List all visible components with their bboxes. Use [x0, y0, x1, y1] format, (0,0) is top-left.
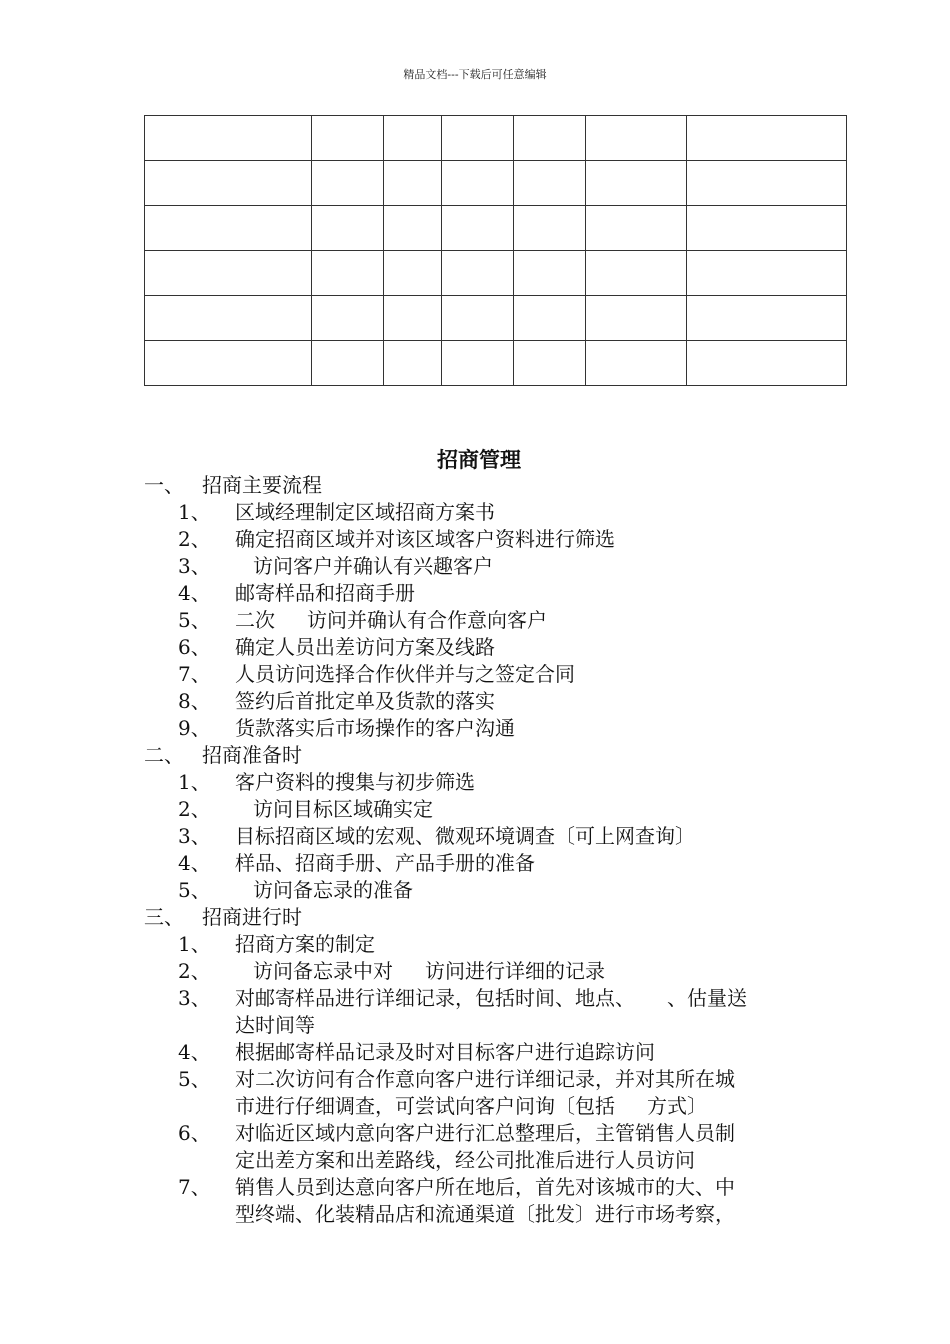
item-number: 5、 — [178, 608, 211, 632]
item-text: 邮寄样品和招商手册 — [235, 581, 415, 605]
table-cell — [442, 206, 514, 251]
item-text: 签约后首批定单及货款的落实 — [235, 689, 495, 713]
table-row — [145, 206, 847, 251]
item-text: 对邮寄样品进行详细记录，包括时间、地点、 — [235, 986, 635, 1010]
item-number: 1、 — [178, 500, 211, 524]
item-text: 根据邮寄样品记录及时对目标客户进行追踪访问 — [235, 1040, 655, 1064]
table-cell — [514, 251, 586, 296]
table-cell — [145, 251, 312, 296]
table-cell — [687, 161, 847, 206]
item-number: 5、 — [178, 878, 211, 902]
table-cell — [145, 116, 312, 161]
table-cell — [312, 251, 384, 296]
table-cell — [384, 296, 442, 341]
empty-table — [144, 115, 847, 386]
item-number: 2、 — [178, 527, 211, 551]
item-text: 区域经理制定区域招商方案书 — [235, 500, 495, 524]
item-number: 7、 — [178, 1175, 211, 1199]
table-cell — [145, 341, 312, 386]
table-cell — [312, 161, 384, 206]
item-text: 销售人员到达意向客户所在地后，首先对该城市的大、中 — [235, 1175, 735, 1199]
item-text: 访问进行详细的记录 — [425, 959, 605, 983]
item-number: 4、 — [178, 1040, 211, 1064]
item-text: 对二次访问有合作意向客户进行详细记录，并对其所在城 — [235, 1067, 735, 1091]
table-cell — [442, 251, 514, 296]
table-row — [145, 341, 847, 386]
item-text: 访问备忘录的准备 — [253, 878, 413, 902]
table-cell — [586, 116, 687, 161]
table-cell — [442, 116, 514, 161]
table-row — [145, 116, 847, 161]
item-text: 二次 — [235, 608, 275, 632]
item-number: 7、 — [178, 662, 211, 686]
table-cell — [514, 341, 586, 386]
section-number: 二、 — [144, 743, 184, 767]
item-text: 访问并确认有合作意向客户 — [307, 608, 547, 632]
table-cell — [442, 296, 514, 341]
item-text: 型终端、化装精品店和流通渠道〔批发〕进行市场考察， — [235, 1202, 735, 1226]
section-heading — [144, 472, 322, 499]
section-label: 招商准备时 — [202, 743, 302, 767]
item-text: 访问目标区域确实定 — [253, 797, 433, 821]
section-label: 招商主要流程 — [202, 473, 322, 497]
item-text: 货款落实后市场操作的客户沟通 — [235, 716, 515, 740]
table-cell — [384, 341, 442, 386]
item-number: 2、 — [178, 797, 211, 821]
table-row — [145, 251, 847, 296]
table-cell — [687, 341, 847, 386]
section-label: 招商进行时 — [202, 905, 302, 929]
item-number: 5、 — [178, 1067, 211, 1091]
table-cell — [514, 161, 586, 206]
item-text: 市进行仔细调查，可尝试向客户问询〔包括 — [235, 1094, 615, 1118]
table-cell — [586, 251, 687, 296]
item-text: 确定招商区域并对该区域客户资料进行筛选 — [235, 527, 615, 551]
table-cell — [687, 116, 847, 161]
section-number: 一、 — [144, 473, 184, 497]
table-cell — [514, 206, 586, 251]
table-cell — [514, 296, 586, 341]
item-text: 确定人员出差访问方案及线路 — [235, 635, 495, 659]
item-number: 8、 — [178, 689, 211, 713]
table-cell — [312, 341, 384, 386]
section-heading — [144, 742, 302, 769]
table-cell — [384, 206, 442, 251]
item-text: 访问备忘录中对 — [253, 959, 393, 983]
item-text: 访问客户并确认有兴趣客户 — [253, 554, 493, 578]
item-number: 3、 — [178, 824, 211, 848]
item-text: 、估量送 — [667, 986, 747, 1010]
table-cell — [312, 206, 384, 251]
table-cell — [687, 251, 847, 296]
table-cell — [687, 206, 847, 251]
table-cell — [586, 341, 687, 386]
item-number: 2、 — [178, 959, 211, 983]
table-cell — [586, 161, 687, 206]
table-cell — [514, 116, 586, 161]
item-number: 1、 — [178, 932, 211, 956]
table-cell — [384, 251, 442, 296]
item-number: 4、 — [178, 581, 211, 605]
item-text: 客户资料的搜集与初步筛选 — [235, 770, 475, 794]
table-cell — [384, 161, 442, 206]
item-number: 4、 — [178, 851, 211, 875]
item-text: 达时间等 — [235, 1013, 315, 1037]
table-cell — [145, 161, 312, 206]
section-heading — [144, 904, 302, 931]
item-text: 样品、招商手册、产品手册的准备 — [235, 851, 535, 875]
item-number: 6、 — [178, 635, 211, 659]
item-number: 9、 — [178, 716, 211, 740]
table-cell — [145, 296, 312, 341]
item-text: 对临近区域内意向客户进行汇总整理后，主管销售人员制 — [235, 1121, 735, 1145]
table-cell — [384, 116, 442, 161]
item-number: 1、 — [178, 770, 211, 794]
item-text: 目标招商区域的宏观、微观环境调查〔可上网查询〕 — [235, 824, 695, 848]
item-text: 方式〕 — [647, 1094, 707, 1118]
table-cell — [586, 206, 687, 251]
table-cell — [442, 341, 514, 386]
table-cell — [145, 206, 312, 251]
item-number: 3、 — [178, 554, 211, 578]
table-cell — [312, 116, 384, 161]
page-header: 精品文档---下载后可任意编辑 — [403, 68, 547, 81]
document-title: 招商管理 — [437, 447, 521, 472]
section-number: 三、 — [144, 905, 184, 929]
table-cell — [312, 296, 384, 341]
item-number: 3、 — [178, 986, 211, 1010]
item-text: 人员访问选择合作伙伴并与之签定合同 — [235, 662, 575, 686]
table-row — [145, 161, 847, 206]
item-text: 招商方案的制定 — [235, 932, 375, 956]
item-number: 6、 — [178, 1121, 211, 1145]
item-text: 定出差方案和出差路线，经公司批准后进行人员访问 — [235, 1148, 695, 1172]
table-row — [145, 296, 847, 341]
table-cell — [442, 161, 514, 206]
table-cell — [586, 296, 687, 341]
table-cell — [687, 296, 847, 341]
